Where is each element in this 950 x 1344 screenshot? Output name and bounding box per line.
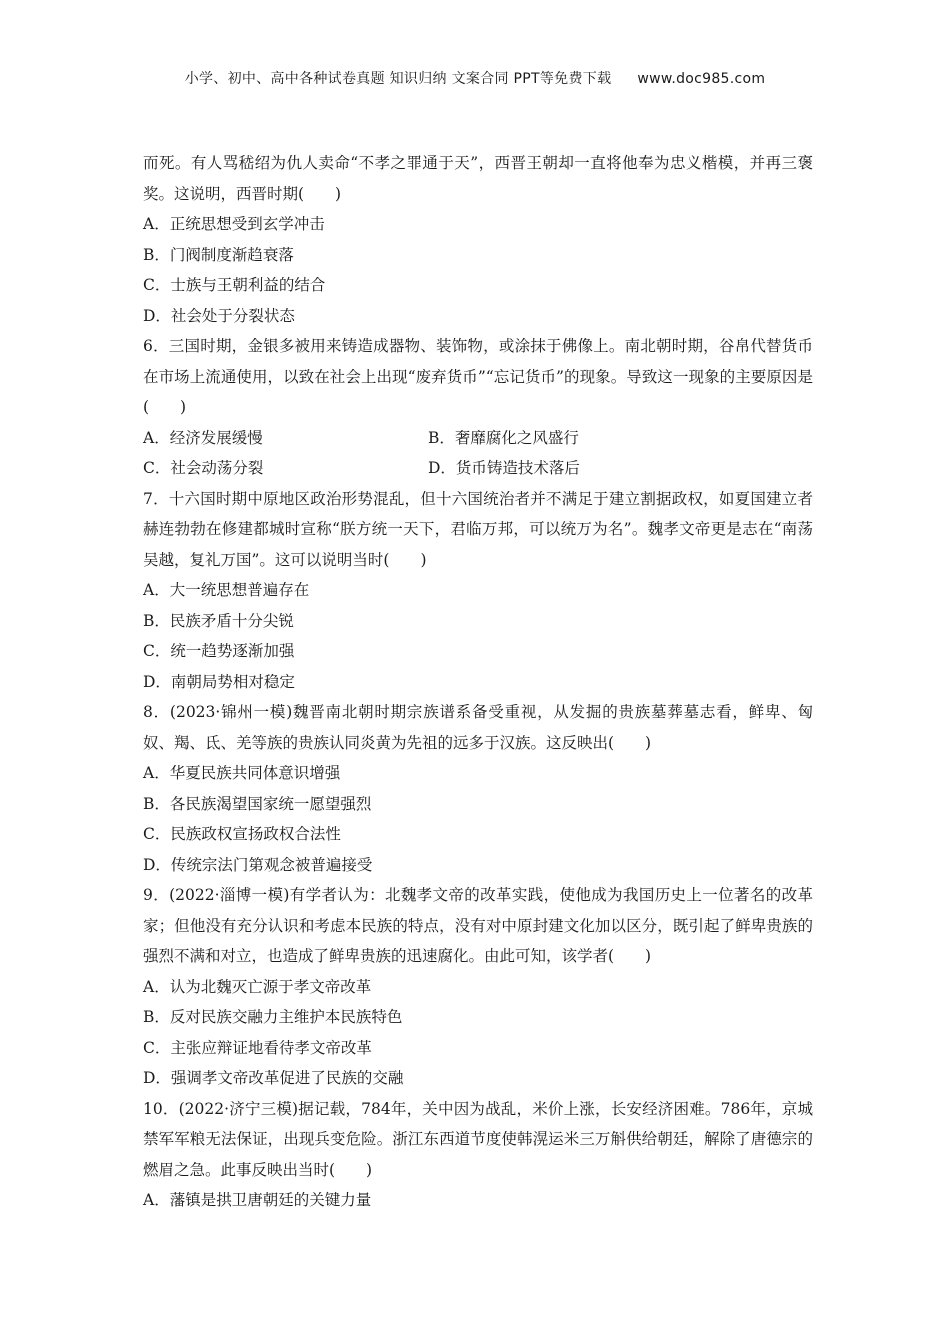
q7-option-d: D．南朝局势相对稳定 bbox=[143, 672, 295, 691]
q6-option-b: B．奢靡腐化之风盛行 bbox=[428, 428, 579, 447]
q6-option-c: C．社会动荡分裂 bbox=[143, 459, 264, 477]
q8-option-d: D．传统宗法门第观念被普遍接受 bbox=[143, 855, 373, 874]
q8-option-c: C．民族政权宣扬政权合法性 bbox=[143, 825, 341, 843]
q8-stem: 8．(2023·锦州一模)魏晋南北朝时期宗族谱系备受重视，从发掘的贵族墓葬墓志看，鲜卑、匈奴、羯、氐、羌等族的贵族认同炎黄为先祖的远多于汉族。这反映出( ) bbox=[143, 703, 813, 752]
page-header bbox=[0, 68, 950, 88]
q5-option-d: D．社会处于分裂状态 bbox=[143, 306, 295, 325]
q9-stem: 9．(2022·淄博一模)有学者认为：北魏孝文帝的改革实践，使他成为我国历史上一位著名的改革家；但他没有充分认识和考虑本民族的特点，没有对中原封建文化加以区分，既引起了鲜卑贵族的强烈不满和对立，也造成了鲜卑贵族的迅速腐化。由此可知，该学者( ) bbox=[143, 886, 813, 965]
q5-stem: 而死。有人骂嵇绍为仇人卖命“不孝之罪通于天”，西晋王朝却一直将他奉为忠义楷模，并再三褒奖。这说明，西晋时期( ) bbox=[143, 154, 813, 203]
header-site: www.doc985.com bbox=[637, 71, 766, 87]
q8-option-a: A．华夏民族共同体意识增强 bbox=[143, 764, 341, 782]
q9-option-b: B．反对民族交融力主维护本民族特色 bbox=[143, 1008, 403, 1026]
q7-option-c: C．统一趋势逐渐加强 bbox=[143, 642, 295, 660]
q6-options-row-2 bbox=[143, 453, 813, 484]
header-text: 小学、初中、高中各种试卷真题 知识归纳 文案合同 PPT等免费下载 bbox=[184, 71, 612, 87]
q7-option-a: A．大一统思想普遍存在 bbox=[143, 581, 310, 599]
q5-option-a: A．正统思想受到玄学冲击 bbox=[143, 215, 325, 233]
q9-option-d: D．强调孝文帝改革促进了民族的交融 bbox=[143, 1069, 404, 1087]
q6-options-row-1 bbox=[143, 423, 813, 454]
q5-option-b: B．门阀制度渐趋衰落 bbox=[143, 245, 294, 264]
q10-option-a: A．藩镇是拱卫唐朝廷的关键力量 bbox=[143, 1191, 372, 1209]
q10-stem: 10．(2022·济宁三模)据记载，784年，关中因为战乱，米价上涨，长安经济困难。786年，京城禁军军粮无法保证，出现兵变危险。浙江东西道节度使韩滉运米三万斛供给朝廷，解除了唐德宗的燃眉之急。此事反映出当时( ) bbox=[143, 1099, 813, 1179]
question-list bbox=[143, 148, 813, 1216]
q9-option-a: A．认为北魏灭亡源于孝文帝改革 bbox=[143, 977, 372, 996]
q6-stem: 6．三国时期，金银多被用来铸造成器物、装饰物，或涂抹于佛像上。南北朝时期，谷帛代替货币在市场上流通使用，以致在社会上出现“废弃货币”“忘记货币”的现象。导致这一现象的主要原因是( ) bbox=[143, 337, 813, 416]
q9-option-c: C．主张应辩证地看待孝文帝改革 bbox=[143, 1038, 372, 1057]
q6-option-d: D．货币铸造技术落后 bbox=[428, 459, 580, 477]
q5-option-c: C．士族与王朝利益的结合 bbox=[143, 276, 326, 294]
q6-option-a: A．经济发展缓慢 bbox=[143, 428, 263, 447]
q7-stem: 7．十六国时期中原地区政治形势混乱，但十六国统治者并不满足于建立割据政权，如夏国建立者赫连勃勃在修建都城时宣称“朕方统一天下，君临万邦，可以统万为名”。魏孝文帝更是志在“南荡吴越，复礼万国”。这可以说明当时( ) bbox=[143, 489, 813, 569]
q8-option-b: B．各民族渴望国家统一愿望强烈 bbox=[143, 794, 372, 813]
q7-option-b: B．民族矛盾十分尖锐 bbox=[143, 611, 294, 630]
